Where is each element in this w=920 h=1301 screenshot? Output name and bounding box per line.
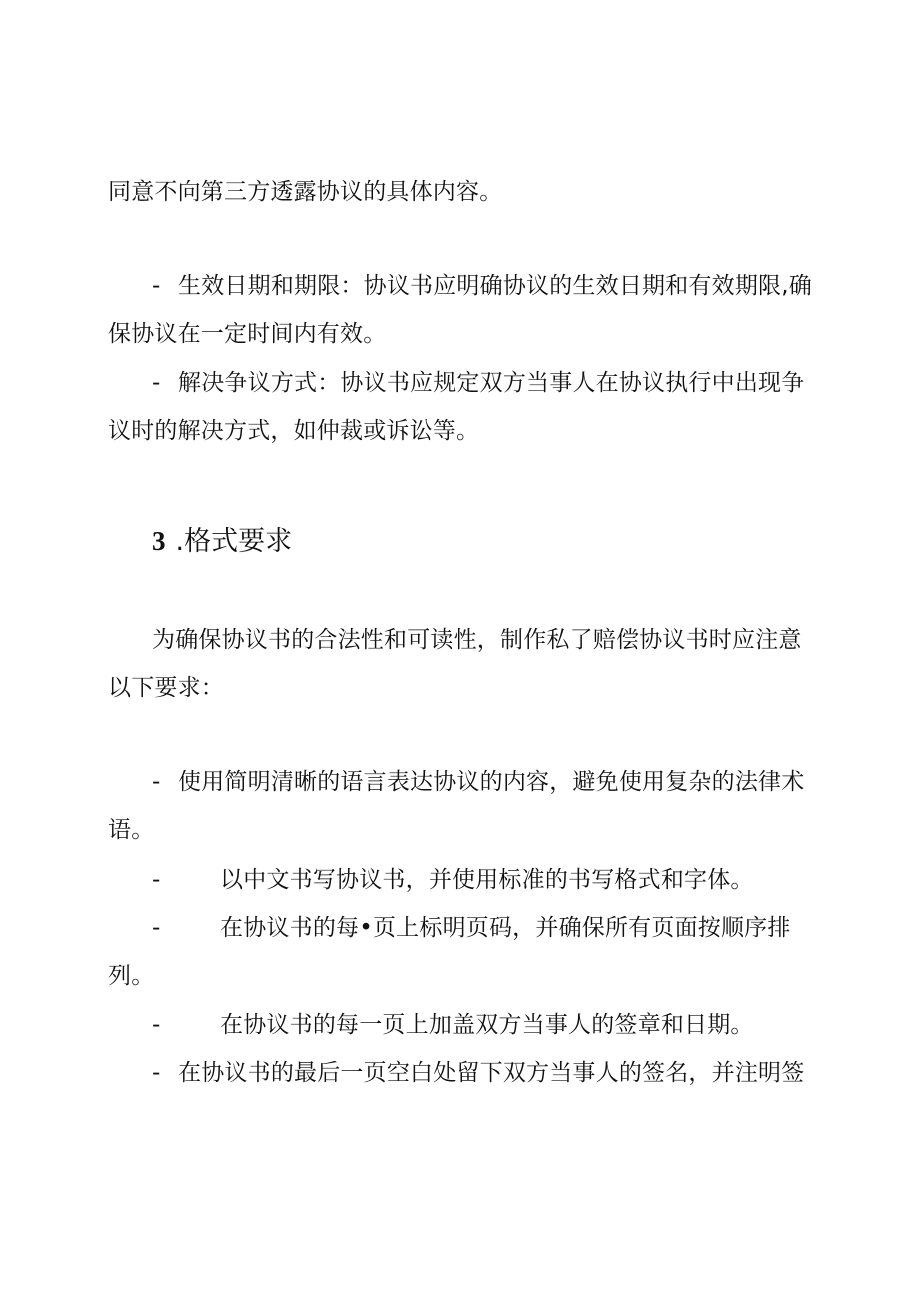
paragraph-line xyxy=(152,913,791,943)
list-dash: - xyxy=(152,1060,161,1086)
paragraph-line: 语。 xyxy=(108,817,155,843)
list-dash: - xyxy=(152,1012,161,1038)
paragraph-line: 保协议在一定时间内有效。 xyxy=(108,321,387,347)
list-item-text: 以中文书写协议书，并使用标准的书写格式和字体。 xyxy=(220,867,754,893)
paragraph-line xyxy=(152,271,812,301)
list-item-text: 生效日期和期限：协议书应明确协议的生效日期和有效期限,确 xyxy=(178,273,812,299)
paragraph-line xyxy=(152,1058,804,1088)
paragraph-line: 以下要求： xyxy=(108,675,224,701)
list-dash: - xyxy=(152,370,161,396)
paragraph-line: 同意不向第三方透露协议的具体内容。 xyxy=(108,179,503,205)
list-dash: - xyxy=(152,867,161,893)
list-dash: - xyxy=(152,769,161,795)
list-item-text: 解决争议方式：协议书应规定双方当事人在协议执行中出现争 xyxy=(178,370,805,396)
paragraph-line xyxy=(152,865,754,895)
section-number: 3 xyxy=(152,526,166,556)
paragraph-line xyxy=(152,767,804,797)
paragraph-line xyxy=(152,1010,754,1040)
list-dash: - xyxy=(152,273,161,299)
list-item-text: 在协议书的每一页上加盖双方当事人的签章和日期。 xyxy=(220,1012,754,1038)
list-dash: - xyxy=(152,915,161,941)
paragraph-line xyxy=(152,368,804,398)
list-item-text: 在协议书的最后一页空白处留下双方当事人的签名，并注明签 xyxy=(178,1060,805,1086)
list-item-text: 使用简明清晰的语言表达协议的内容，避免使用复杂的法律术 xyxy=(178,769,805,795)
section-heading xyxy=(152,524,292,559)
paragraph-line: 为确保协议书的合法性和可读性，制作私了赔偿协议书时应注意 xyxy=(152,627,802,653)
paragraph-line: 列。 xyxy=(108,963,155,989)
section-title: .格式要求 xyxy=(175,526,293,557)
paragraph-line: 议时的解决方式，如仲裁或诉讼等。 xyxy=(108,418,480,444)
list-item-text: 在协议书的每•页上标明页码，并确保所有页面按顺序排 xyxy=(220,915,791,941)
